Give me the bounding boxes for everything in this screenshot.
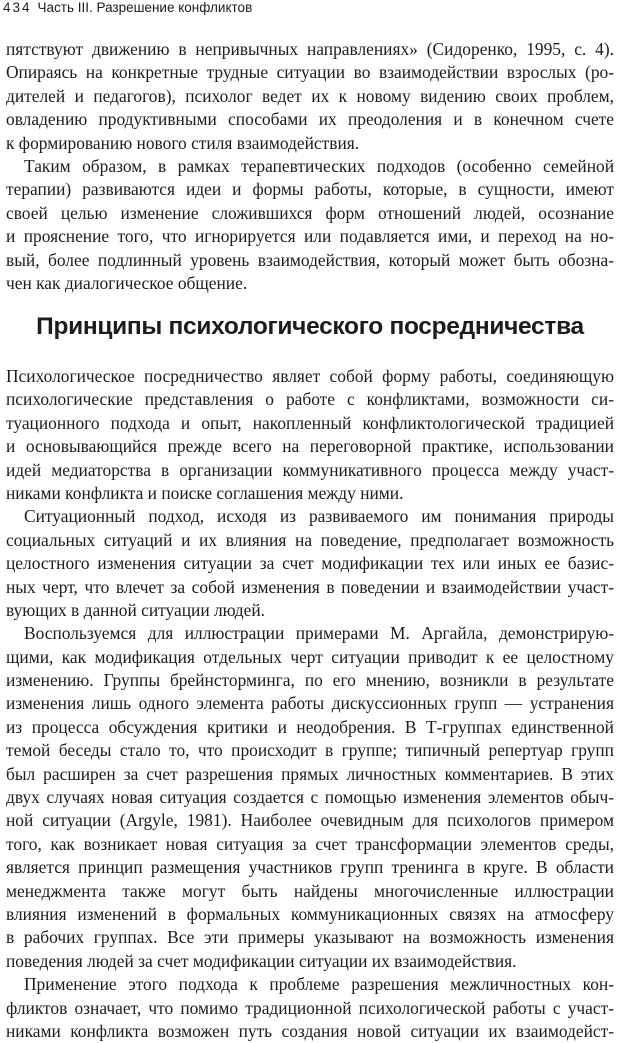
text-line: вующих в данной ситуации людей. — [6, 599, 265, 620]
text-line: является принцип размещения участников групп тренинга в круге. В области — [6, 857, 614, 878]
text-line: целостного изменения ситуации за счет модификации тех или иных ее базис- — [6, 553, 614, 574]
text-line: овладению продуктивными способами их преодоления и в конечном счете — [6, 109, 614, 130]
text-line: психологические представления о работе с конфликтами, возможности си- — [6, 389, 614, 410]
text-line: Ситуационный подход, исходя из развиваемого им понимания природы — [24, 506, 614, 527]
text-line: вый, более подлинный уровень взаимодействия, который может быть обозна- — [6, 249, 614, 270]
text-line: темой беседы стало то, что происходит в группе; типичный репертуар групп — [6, 740, 614, 761]
text-line: фликтов означает, что помимо традиционной психологической работы с участ- — [6, 997, 614, 1018]
text-line: к формированию нового стиля взаимодействия. — [6, 132, 360, 153]
text-line: социальных ситуаций и их влияния на поведение, предполагает возможность — [6, 529, 614, 550]
part-title: Часть III. Разрешение конфликтов — [37, 0, 253, 15]
text-line: никами конфликта и поиске соглашения между ними. — [6, 482, 404, 503]
text-line: щими, как модификация отдельных черт ситуации приводит к ее целостному — [6, 646, 614, 667]
text-line: пятствуют движению в непривычных направлениях» (Сидоренко, 1995, с. 4). — [6, 39, 614, 59]
text-line: был расширен за счет разрешения прямых личностных комментариев. В этих — [6, 763, 614, 784]
text-line: дителей и педагогов), психолог ведет их к новому видению своих проблем, — [6, 85, 614, 106]
text-line: Таким образом, в рамках терапевтических подходов (особенно семейной — [24, 155, 614, 176]
text-line: того, как возникает новая ситуация за счет трансформации элементов среды, — [6, 833, 614, 854]
text-line: менеджмента также могут быть найдены многочисленные иллюстрации — [6, 880, 614, 901]
body-text-intro — [6, 38, 614, 295]
text-line: поведения людей за счет модификации ситуации их взаимодействия. — [6, 950, 517, 971]
text-line: и основывающийся прежде всего на переговорной практике, использовании — [6, 436, 614, 457]
text-line: из процесса обсуждения критики и неодобрения. В Т-группах единственной — [6, 716, 614, 737]
text-line: своей целью изменение сложившихся форм отношений людей, осознание — [6, 202, 614, 223]
text-line: ных черт, что влечет за собой изменения в поведении и взаимодействии участ- — [6, 576, 614, 597]
text-line: влияния изменений в формальных коммуникационных связях на атмосферу — [6, 903, 614, 924]
text-line: в рабочих группах. Все эти примеры указывают на возможность изменения — [6, 927, 614, 948]
text-line: ной ситуации (Argyle, 1981). Наиболее очевидным для психологов примером — [6, 810, 614, 831]
text-line: и прояснение того, что игнорируется или подавляется ими, и переход на но- — [6, 226, 614, 247]
text-line: терапии) развиваются идеи и формы работы, которые, в сущности, имеют — [6, 179, 614, 200]
page-number: 434 — [3, 0, 32, 15]
text-line: изменения лишь одного элемента работы дискуссионных групп — устранения — [6, 693, 614, 714]
text-line: идей медиаторства в организации коммуникативного процесса между участ- — [6, 459, 614, 480]
text-line: изменению. Группы брейнсторминга, по его мнению, возникли в результате — [6, 670, 614, 691]
text-line: Опираясь на конкретные трудные ситуации во взаимодействии взрослых (ро- — [6, 62, 614, 83]
text-line: чен как диалогическое общение. — [6, 272, 248, 293]
text-line: двух случаях новая ситуация создается с помощью изменения элементов обыч- — [6, 787, 614, 808]
body-text-main — [6, 365, 614, 1043]
section-heading: Принципы психологического посредничества — [36, 313, 584, 340]
text-line: Психологическое посредничество являет собой форму работы, соединяющую — [6, 366, 614, 386]
text-line: Воспользуемся для иллюстрации примерами М. Аргайла, демонстрирую- — [24, 623, 614, 644]
text-line: никами конфликта возможен путь создания новой ситуации их взаимодейст- — [6, 1020, 614, 1041]
text-line: Применение этого подхода к проблеме разрешения межличностных кон- — [24, 974, 614, 995]
text-line: туационного подхода и опыт, накопленный конфликтологической традицией — [6, 412, 614, 433]
running-header — [3, 0, 252, 16]
